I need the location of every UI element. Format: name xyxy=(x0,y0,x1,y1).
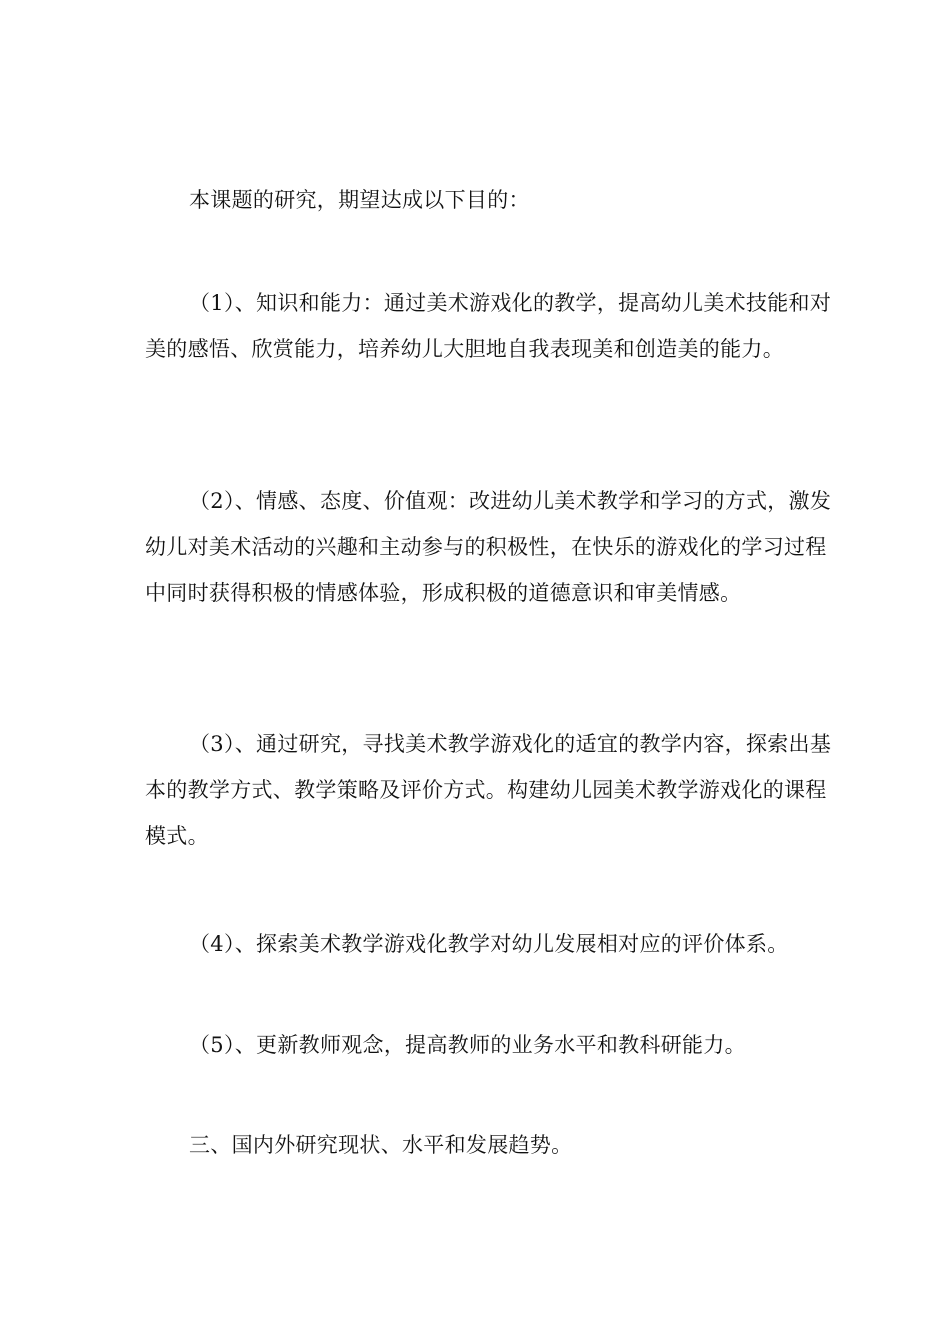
section-3-heading: 三、国内外研究现状、水平和发展趋势。 xyxy=(189,1133,573,1157)
goal-4-paragraph: （4）、探索美术教学游戏化教学对幼儿发展相对应的评价体系。 xyxy=(189,932,789,956)
goal-2-paragraph: （2）、情感、态度、价值观：改进幼儿美术教学和学习的方式，激发幼儿对美术活动的兴趣和主动参与的积极性，在快乐的游戏化的学习过程中同时获得积极的情感体验，形成积极的道德意识和审美情感。 xyxy=(145,489,832,605)
goal-1-paragraph: （1）、知识和能力：通过美术游戏化的教学，提高幼儿美术技能和对美的感悟、欣赏能力，培养幼儿大胆地自我表现美和创造美的能力。 xyxy=(145,291,832,361)
goal-3-paragraph: （3）、通过研究，寻找美术教学游戏化的适宜的教学内容，探索出基本的教学方式、教学策略及评价方式。构建幼儿园美术教学游戏化的课程模式。 xyxy=(145,732,832,848)
intro-paragraph: 本课题的研究，期望达成以下目的： xyxy=(189,188,530,212)
goal-5-paragraph: （5）、更新教师观念，提高教师的业务水平和教科研能力。 xyxy=(189,1033,746,1057)
